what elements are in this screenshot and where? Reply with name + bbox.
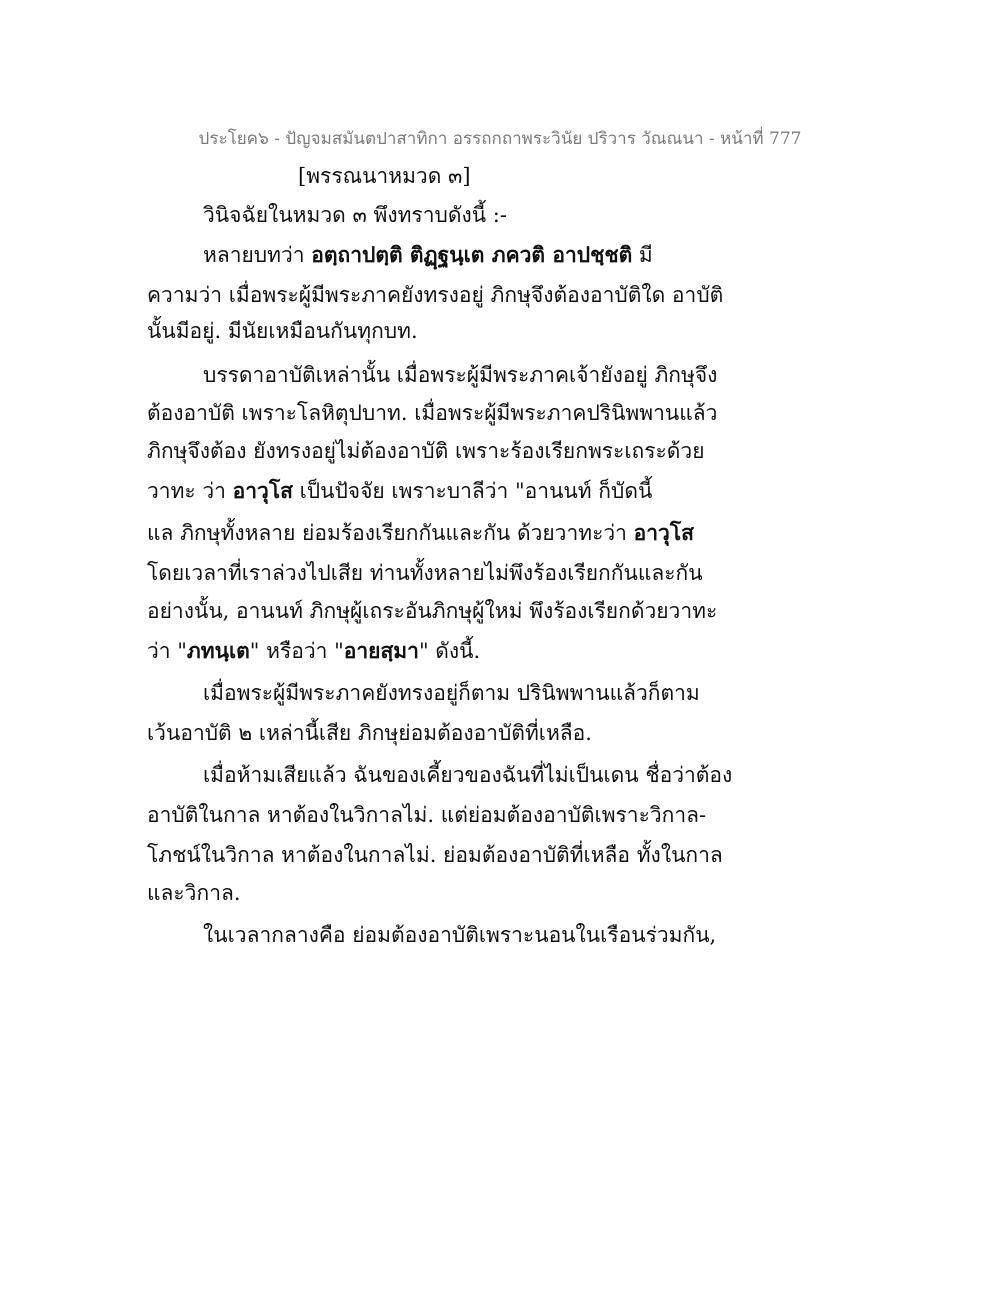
text-run: เมื่อห้ามเสียแล้ว ฉันของเคี้ยวของฉันที่ไม่เป็นเดน ชื่อว่าต้อง [203,763,733,787]
text-run: " ดังนี้. [418,639,481,663]
text-line [147,316,867,346]
text-line [203,360,923,390]
bold-term: อตฺถาปตฺติ ติฏฺฐนฺเต ภควติ อาปชฺชติ [311,242,633,267]
text-run: และวิกาล. [147,881,241,905]
text-line [147,596,867,626]
bold-term: อายสฺมา [343,638,419,663]
text-run: วินิจฉัยในหมวด ๓ พึงทราบดังนี้ :- [203,203,507,227]
text-run: ว่า " [147,639,187,663]
text-line [147,280,867,310]
text-run: โดยเวลาที่เราล่วงไปเสีย ท่านทั้งหลายไม่พึงร้องเรียกกันและกัน [147,561,703,585]
text-line [147,800,867,830]
text-run: ความว่า เมื่อพระผู้มีพระภาคยังทรงอยู่ ภิกษุจึงต้องอาบัติใด อาบัติ [147,283,724,307]
text-run: โภชน์ในวิกาล หาต้องในกาลไม่. ย่อมต้องอาบัติที่เหลือ ทั้งในกาล [147,843,723,867]
text-line [147,398,867,428]
text-run: บรรดาอาบัติเหล่านั้น เมื่อพระผู้มีพระภาคเจ้ายังอยู่ ภิกษุจึง [203,363,718,387]
text-line [147,636,867,666]
text-line [203,760,923,790]
text-run: ภิกษุจึงต้อง ยังทรงอยู่ไม่ต้องอาบัติ เพราะร้องเรียกพระเถระด้วย [147,439,705,463]
text-line [147,558,867,588]
bold-term: อาวุโส [232,478,293,503]
text-run: ในเวลากลางคือ ย่อมต้องอาบัติเพราะนอนในเรือนร่วมกัน, [203,923,717,947]
text-line [203,200,923,230]
text-run: วาทะ ว่า [147,479,233,503]
text-run: แล ภิกษุทั้งหลาย ย่อมร้องเรียกกันและกัน ด้วยวาทะว่า [147,521,634,545]
text-run: หลายบทว่า [203,243,312,267]
text-line [147,840,867,870]
section-title: [พรรณนาหมวด ๓] [298,164,471,188]
text-run: ต้องอาบัติ เพราะโลหิตุปบาท. เมื่อพระผู้มีพระภาคปรินิพพานแล้ว [147,401,718,425]
text-line [147,718,867,748]
text-line [203,240,923,270]
text-run: เว้นอาบัติ ๒ เหล่านี้เสีย ภิกษุย่อมต้องอาบัติที่เหลือ. [147,721,592,745]
text-run: นั้นมีอยู่. มีนัยเหมือนกันทุกบท. [147,319,418,343]
bold-term: อาวุโส [633,520,694,545]
text-line [147,518,867,548]
text-run: อาบัติในกาล หาต้องในวิกาลไม่. แต่ย่อมต้องอาบัติเพราะวิกาล- [147,803,707,827]
text-line [147,436,867,466]
text-run: อย่างนั้น, อานนท์ ภิกษุผู้เถระอันภิกษุผู้ใหม่ พึงร้องเรียกด้วยวาทะ [147,599,718,623]
text-run: มี [632,243,653,267]
text-run: " หรือว่า " [249,639,344,663]
page-header: ประโยค๖ - ปัญจมสมันตปาสาทิกา อรรถกถาพระวินัย ปริวาร วัณณนา - หน้าที่ 777 [198,129,802,149]
text-line [203,678,923,708]
text-line [147,476,867,506]
text-line [203,920,923,950]
text-line [147,878,867,908]
bold-term: ภทนฺเต [186,638,250,663]
text-run: เป็นปัจจัย เพราะบาลีว่า "อานนท์ ก็บัดนี้ [292,479,653,503]
text-run: เมื่อพระผู้มีพระภาคยังทรงอยู่ก็ตาม ปรินิพพานแล้วก็ตาม [203,681,700,705]
